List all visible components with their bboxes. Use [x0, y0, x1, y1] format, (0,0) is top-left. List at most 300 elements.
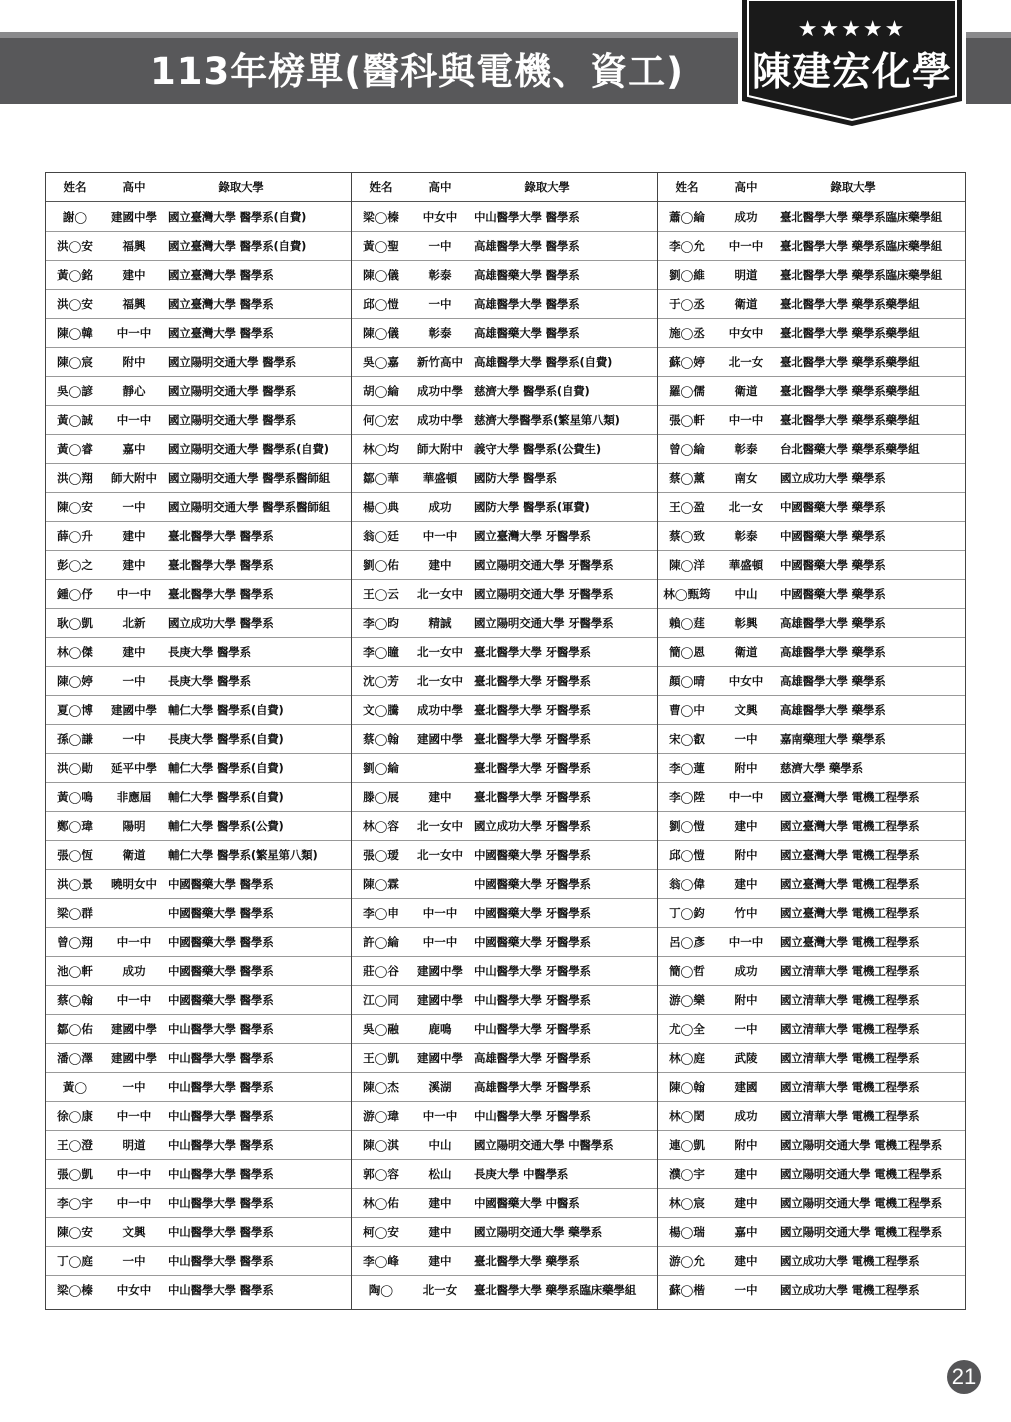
- admitted-university: 高雄醫藥大學 醫學系: [474, 326, 580, 340]
- roster-header-row: [46, 173, 351, 202]
- roster-row: [658, 667, 965, 696]
- student-name: 簡◯恩: [669, 645, 705, 659]
- roster-row: [46, 754, 351, 783]
- admitted-university: 國立清華大學 電機工程學系: [780, 1080, 920, 1094]
- high-school: [104, 899, 164, 928]
- student-name: 李◯峰: [363, 1254, 399, 1268]
- roster-row: [46, 1247, 351, 1276]
- student-name: 游◯樂: [669, 993, 705, 1007]
- roster-row: [658, 957, 965, 986]
- high-school: 曉明女中: [111, 877, 157, 891]
- high-school: 成功中學: [417, 384, 463, 398]
- high-school: 鹿鳴: [428, 1022, 452, 1036]
- student-name: 蘇◯婷: [669, 355, 705, 369]
- student-name: 李◯陞: [669, 790, 705, 804]
- brand-stars: ★★★★★: [797, 17, 907, 42]
- admitted-university: 國立成功大學 電機工程學系: [780, 1254, 920, 1268]
- roster-row: [658, 1189, 965, 1218]
- student-name: 黃◯聖: [363, 239, 399, 253]
- student-name: 滕◯展: [363, 790, 399, 804]
- roster-row: [658, 1160, 965, 1189]
- roster-row: [46, 696, 351, 725]
- roster-row: [46, 638, 351, 667]
- admitted-university: 臺北醫學大學 牙醫學系: [474, 732, 591, 746]
- roster-row: [658, 783, 965, 812]
- admitted-university: 臺北醫學大學 牙醫學系: [474, 790, 591, 804]
- admitted-university: 輔仁大學 醫學系(自費): [168, 790, 284, 804]
- admitted-university: 台北醫藥大學 藥學系藥學組: [780, 442, 920, 456]
- high-school: 一中: [734, 1283, 758, 1297]
- roster-row: [352, 783, 657, 812]
- roster-row: [658, 406, 965, 435]
- high-school: 中一中: [116, 587, 152, 601]
- roster-column-3: [657, 173, 965, 1309]
- admitted-university: 國立清華大學 電機工程學系: [780, 964, 920, 978]
- high-school: 精誠: [428, 616, 452, 630]
- high-school: 衛道: [734, 645, 758, 659]
- roster-row: [352, 319, 657, 348]
- high-school: 中女中: [728, 326, 764, 340]
- student-name: 柯◯安: [363, 1225, 399, 1239]
- roster-row: [46, 319, 351, 348]
- high-school: 一中: [428, 297, 452, 311]
- roster-row: [658, 435, 965, 464]
- high-school: 衛道: [122, 848, 146, 862]
- high-school: 建國中學: [417, 993, 463, 1007]
- header-name: 姓名: [369, 180, 393, 194]
- high-school: 一中: [734, 732, 758, 746]
- high-school: 成功: [122, 964, 146, 978]
- roster-row: [46, 783, 351, 812]
- high-school: 北一女中: [417, 819, 463, 833]
- roster-row: [658, 638, 965, 667]
- roster-row: [658, 261, 965, 290]
- student-name: 郭◯容: [363, 1167, 399, 1181]
- high-school: 建國中學: [111, 210, 157, 224]
- high-school: 松山: [428, 1167, 452, 1181]
- high-school: 成功: [734, 210, 758, 224]
- student-name: 陳◯韓: [57, 326, 93, 340]
- high-school: 附中: [734, 848, 758, 862]
- roster-row: [658, 754, 965, 783]
- high-school: 建中: [428, 790, 452, 804]
- student-name: 蘇◯楷: [669, 1283, 705, 1297]
- admitted-university: 臺北醫學大學 藥學系臨床藥學組: [474, 1283, 637, 1297]
- admitted-university: 國立陽明交通大學 牙醫學系: [474, 616, 614, 630]
- admitted-university: 輔仁大學 醫學系(自費): [168, 761, 284, 775]
- student-name: 洪◯景: [57, 877, 93, 891]
- roster-column-2: [351, 173, 657, 1309]
- student-name: 林◯傑: [57, 645, 93, 659]
- student-name: 莊◯谷: [363, 964, 399, 978]
- high-school: 附中: [122, 355, 146, 369]
- student-name: 何◯宏: [363, 413, 399, 427]
- high-school: 建中: [428, 1225, 452, 1239]
- student-name: 賴◯莛: [669, 616, 705, 630]
- admitted-university: 中山醫學大學 醫學系: [168, 1283, 274, 1297]
- roster-row: [352, 261, 657, 290]
- admitted-university: 國立臺灣大學 牙醫學系: [474, 529, 591, 543]
- high-school: 建國中學: [417, 732, 463, 746]
- admitted-university: 臺北醫學大學 醫學系: [168, 529, 274, 543]
- admitted-university: 中國醫藥大學 藥學系: [780, 500, 886, 514]
- roster-row: [46, 377, 351, 406]
- roster-row: [352, 1276, 657, 1305]
- student-name: 黃◯鳴: [57, 790, 93, 804]
- roster-row: [352, 812, 657, 841]
- admitted-university: 臺北醫學大學 牙醫學系: [474, 674, 591, 688]
- high-school: 一中: [122, 500, 146, 514]
- roster-row: [352, 754, 657, 783]
- admitted-university: 臺北醫學大學 藥學系: [474, 1254, 580, 1268]
- roster-row: [352, 493, 657, 522]
- student-name: 陳◯安: [57, 500, 93, 514]
- high-school: 建中: [428, 1254, 452, 1268]
- student-name: 吳◯諺: [57, 384, 93, 398]
- high-school: 北一女: [728, 500, 764, 514]
- admitted-university: 中國醫藥大學 醫學系: [168, 935, 274, 949]
- roster-row: [352, 1189, 657, 1218]
- admitted-university: 長庚大學 醫學系: [168, 674, 251, 688]
- student-name: 潘◯澤: [57, 1051, 93, 1065]
- roster-row: [352, 203, 657, 232]
- admitted-university: 中國醫藥大學 牙醫學系: [474, 906, 591, 920]
- student-name: 梁◯榛: [57, 1283, 93, 1297]
- page-number: 21: [947, 1360, 981, 1394]
- admitted-university: 國立臺灣大學 電機工程學系: [780, 790, 920, 804]
- high-school: 嘉中: [734, 1225, 758, 1239]
- header-name: 姓名: [675, 180, 699, 194]
- high-school: 建中: [734, 819, 758, 833]
- roster-row: [352, 551, 657, 580]
- high-school: 建中: [122, 558, 146, 572]
- high-school: 師大附中: [111, 471, 157, 485]
- student-name: 劉◯愷: [669, 819, 705, 833]
- student-name: 文◯騰: [363, 703, 399, 717]
- admitted-university: 中山醫學大學 醫學系: [474, 210, 580, 224]
- roster-column-1: [46, 173, 351, 1309]
- high-school: 靜心: [122, 384, 146, 398]
- brand-name: 陳建宏化學: [751, 50, 952, 95]
- admitted-university: 高雄醫學大學 牙醫學系: [474, 1051, 591, 1065]
- admitted-university: 長庚大學 中醫學系: [474, 1167, 569, 1181]
- admitted-university: 國立清華大學 電機工程學系: [780, 1022, 920, 1036]
- student-name: 林◯甄筠: [663, 587, 711, 601]
- high-school: 新竹高中: [417, 355, 463, 369]
- admitted-university: 中山醫學大學 醫學系: [168, 1138, 274, 1152]
- student-name: 鄒◯佑: [57, 1022, 93, 1036]
- student-name: 李◯蓮: [669, 761, 705, 775]
- admitted-university: 國立清華大學 電機工程學系: [780, 1109, 920, 1123]
- roster-row: [46, 1276, 351, 1305]
- admitted-university: 國立臺灣大學 電機工程學系: [780, 877, 920, 891]
- roster-row: [352, 1015, 657, 1044]
- high-school: 建中: [734, 877, 758, 891]
- admitted-university: 長庚大學 醫學系: [168, 645, 251, 659]
- high-school: 中女中: [422, 210, 458, 224]
- high-school: 陽明: [122, 819, 146, 833]
- admitted-university: 國立臺灣大學 電機工程學系: [780, 848, 920, 862]
- student-name: 沈◯芳: [363, 674, 399, 688]
- admitted-university: 臺北醫學大學 藥學系藥學組: [780, 413, 920, 427]
- roster-row: [46, 841, 351, 870]
- admitted-university: 中國醫藥大學 醫學系: [168, 993, 274, 1007]
- student-name: 鄒◯華: [363, 471, 399, 485]
- student-name: 洪◯安: [57, 239, 93, 253]
- high-school: 中一中: [116, 993, 152, 1007]
- student-name: 林◯均: [363, 442, 399, 456]
- roster-row: [352, 667, 657, 696]
- high-school: [410, 870, 470, 899]
- high-school: 竹中: [734, 906, 758, 920]
- admitted-university: 國立陽明交通大學 電機工程學系: [780, 1167, 943, 1181]
- roster-row: [46, 957, 351, 986]
- admitted-university: 國防大學 醫學系(軍費): [474, 500, 590, 514]
- roster-row: [658, 1218, 965, 1247]
- student-name: 胡◯綸: [363, 384, 399, 398]
- student-name: 曾◯綸: [669, 442, 705, 456]
- roster-row: [352, 1247, 657, 1276]
- roster-row: [46, 1015, 351, 1044]
- roster-row: [46, 609, 351, 638]
- admitted-university: 國立陽明交通大學 中醫學系: [474, 1138, 614, 1152]
- student-name: 王◯澄: [57, 1138, 93, 1152]
- student-name: 施◯丞: [669, 326, 705, 340]
- admitted-university: 臺北醫學大學 藥學系藥學組: [780, 355, 920, 369]
- roster-row: [46, 203, 351, 232]
- roster-row: [46, 1044, 351, 1073]
- admitted-university: 高雄醫學大學 藥學系: [780, 703, 886, 717]
- header-school: 高中: [734, 180, 758, 194]
- student-name: 洪◯勛: [57, 761, 93, 775]
- student-name: 陳◯宸: [57, 355, 93, 369]
- student-name: 丁◯庭: [57, 1254, 93, 1268]
- admitted-university: 國立臺灣大學 醫學系(自費): [168, 239, 307, 253]
- roster-row: [352, 232, 657, 261]
- admitted-university: 國防大學 醫學系: [474, 471, 557, 485]
- student-name: 王◯凱: [363, 1051, 399, 1065]
- admitted-university: 中山醫學大學 牙醫學系: [474, 964, 591, 978]
- roster-row: [658, 319, 965, 348]
- high-school: 北一女: [728, 355, 764, 369]
- high-school: 北一女中: [417, 848, 463, 862]
- roster-row: [352, 406, 657, 435]
- roster-row: [658, 870, 965, 899]
- student-name: 林◯佑: [363, 1196, 399, 1210]
- student-name: 吳◯嘉: [363, 355, 399, 369]
- admitted-university: 國立成功大學 牙醫學系: [474, 819, 591, 833]
- high-school: 建國: [734, 1080, 758, 1094]
- high-school: 建中: [122, 529, 146, 543]
- roster-row: [658, 377, 965, 406]
- admitted-university: 國立陽明交通大學 醫學系醫師組: [168, 500, 331, 514]
- admitted-university: 嘉南藥理大學 藥學系: [780, 732, 886, 746]
- high-school: 中一中: [116, 413, 152, 427]
- roster-row: [352, 609, 657, 638]
- roster-row: [46, 1160, 351, 1189]
- student-name: 陳◯杰: [363, 1080, 399, 1094]
- high-school: 建國中學: [417, 1051, 463, 1065]
- admitted-university: 國立清華大學 電機工程學系: [780, 1051, 920, 1065]
- high-school: 建中: [734, 1167, 758, 1181]
- roster-row: [658, 1073, 965, 1102]
- high-school: 中一中: [116, 1109, 152, 1123]
- high-school: 中一中: [728, 790, 764, 804]
- admitted-university: 高雄醫學大學 藥學系: [780, 645, 886, 659]
- admitted-university: 中國醫藥大學 藥學系: [780, 587, 886, 601]
- roster-row: [658, 1015, 965, 1044]
- roster-row: [658, 522, 965, 551]
- admitted-university: 中山醫學大學 醫學系: [168, 1196, 274, 1210]
- high-school: 一中: [122, 732, 146, 746]
- high-school: 北一女: [422, 1283, 458, 1297]
- roster-row: [46, 261, 351, 290]
- roster-row: [352, 348, 657, 377]
- student-name: 王◯盈: [669, 500, 705, 514]
- header-school: 高中: [122, 180, 146, 194]
- roster-row: [658, 812, 965, 841]
- roster-row: [352, 290, 657, 319]
- admitted-university: 中國醫藥大學 藥學系: [780, 558, 886, 572]
- student-name: 林◯庭: [669, 1051, 705, 1065]
- high-school: 衛道: [734, 384, 758, 398]
- roster-row: [658, 928, 965, 957]
- admitted-university: 國立臺灣大學 電機工程學系: [780, 906, 920, 920]
- roster-row: [46, 522, 351, 551]
- high-school: 建國中學: [111, 1022, 157, 1036]
- high-school: 中一中: [422, 1109, 458, 1123]
- roster-row: [658, 1044, 965, 1073]
- high-school: 福興: [122, 239, 146, 253]
- student-name: 許◯綸: [363, 935, 399, 949]
- high-school: 彰興: [734, 616, 758, 630]
- roster-row: [46, 580, 351, 609]
- roster-row: [658, 493, 965, 522]
- high-school: 中山: [734, 587, 758, 601]
- roster-row: [352, 377, 657, 406]
- student-name: 簡◯哲: [669, 964, 705, 978]
- high-school: 嘉中: [122, 442, 146, 456]
- roster-row: [46, 435, 351, 464]
- high-school: 建國中學: [111, 703, 157, 717]
- student-name: 蔡◯翰: [363, 732, 399, 746]
- roster-row: [658, 551, 965, 580]
- roster-row: [46, 290, 351, 319]
- student-name: 黃◯銘: [57, 268, 93, 282]
- admitted-university: 國立成功大學 藥學系: [780, 471, 886, 485]
- roster-row: [658, 580, 965, 609]
- roster-row: [658, 1131, 965, 1160]
- admitted-university: 臺北醫學大學 藥學系藥學組: [780, 326, 920, 340]
- admitted-university: 高雄醫學大學 醫學系: [474, 297, 580, 311]
- roster-row: [658, 609, 965, 638]
- roster-row: [352, 464, 657, 493]
- high-school: [410, 754, 470, 783]
- roster-row: [658, 348, 965, 377]
- admitted-university: 臺北醫學大學 藥學系臨床藥學組: [780, 268, 943, 282]
- student-name: 黃◯睿: [57, 442, 93, 456]
- roster-row: [46, 928, 351, 957]
- admitted-university: 國立臺灣大學 醫學系(自費): [168, 210, 307, 224]
- roster-row: [658, 203, 965, 232]
- high-school: 華盛頓: [728, 558, 764, 572]
- admitted-university: 臺北醫學大學 藥學系臨床藥學組: [780, 210, 943, 224]
- high-school: 附中: [734, 1138, 758, 1152]
- roster-row: [46, 812, 351, 841]
- admitted-university: 國立陽明交通大學 電機工程學系: [780, 1196, 943, 1210]
- high-school: 福興: [122, 297, 146, 311]
- admitted-university: 國立成功大學 醫學系: [168, 616, 274, 630]
- roster-row: [658, 986, 965, 1015]
- high-school: 北新: [122, 616, 146, 630]
- admitted-university: 中山醫學大學 醫學系: [168, 1051, 274, 1065]
- student-name: 陶◯: [368, 1283, 394, 1297]
- student-name: 楊◯典: [363, 500, 399, 514]
- roster-row: [352, 638, 657, 667]
- header-university: 錄取大學: [218, 180, 264, 194]
- student-name: 于◯丞: [669, 297, 705, 311]
- student-name: 陳◯儀: [363, 326, 399, 340]
- student-name: 宋◯叡: [669, 732, 705, 746]
- roster-row: [352, 928, 657, 957]
- admitted-university: 國立臺灣大學 醫學系: [168, 268, 274, 282]
- header-university: 錄取大學: [830, 180, 876, 194]
- high-school: 中女中: [728, 674, 764, 688]
- admitted-university: 中國醫藥大學 醫學系: [168, 906, 274, 920]
- student-name: 丁◯鈞: [669, 906, 705, 920]
- roster-row: [46, 870, 351, 899]
- high-school: 中一中: [728, 239, 764, 253]
- student-name: 曹◯中: [669, 703, 705, 717]
- high-school: 一中: [428, 239, 452, 253]
- high-school: 成功中學: [417, 703, 463, 717]
- roster-row: [46, 1131, 351, 1160]
- high-school: 成功: [428, 500, 452, 514]
- student-name: 蕭◯綸: [669, 210, 705, 224]
- student-name: 謝◯: [62, 210, 88, 224]
- admitted-university: 輔仁大學 醫學系(繁星第八類): [168, 848, 318, 862]
- roster-row: [46, 1073, 351, 1102]
- student-name: 林◯閎: [669, 1109, 705, 1123]
- student-name: 李◯申: [363, 906, 399, 920]
- student-name: 陳◯淇: [363, 1138, 399, 1152]
- admitted-university: 臺北醫學大學 藥學系臨床藥學組: [780, 239, 943, 253]
- admitted-university: 中山醫學大學 醫學系: [168, 1254, 274, 1268]
- high-school: 附中: [734, 761, 758, 775]
- roster-row: [46, 493, 351, 522]
- roster-row: [352, 899, 657, 928]
- admitted-university: 中山醫學大學 醫學系: [168, 1225, 274, 1239]
- roster-row: [46, 1218, 351, 1247]
- admitted-university: 中山醫學大學 醫學系: [168, 1167, 274, 1181]
- roster-row: [352, 580, 657, 609]
- high-school: 彰泰: [428, 268, 452, 282]
- roster-row: [46, 551, 351, 580]
- high-school: 建中: [428, 558, 452, 572]
- student-name: 林◯容: [363, 819, 399, 833]
- student-name: 劉◯佑: [363, 558, 399, 572]
- high-school: 溪湖: [428, 1080, 452, 1094]
- student-name: 耿◯凱: [57, 616, 93, 630]
- student-name: 黃◯誠: [57, 413, 93, 427]
- roster-row: [352, 696, 657, 725]
- admitted-university: 高雄醫藥大學 醫學系: [474, 268, 580, 282]
- student-name: 劉◯維: [669, 268, 705, 282]
- admitted-university: 中山醫學大學 牙醫學系: [474, 993, 591, 1007]
- student-name: 陳◯洋: [669, 558, 705, 572]
- high-school: 建中: [734, 1196, 758, 1210]
- admitted-university: 輔仁大學 醫學系(自費): [168, 703, 284, 717]
